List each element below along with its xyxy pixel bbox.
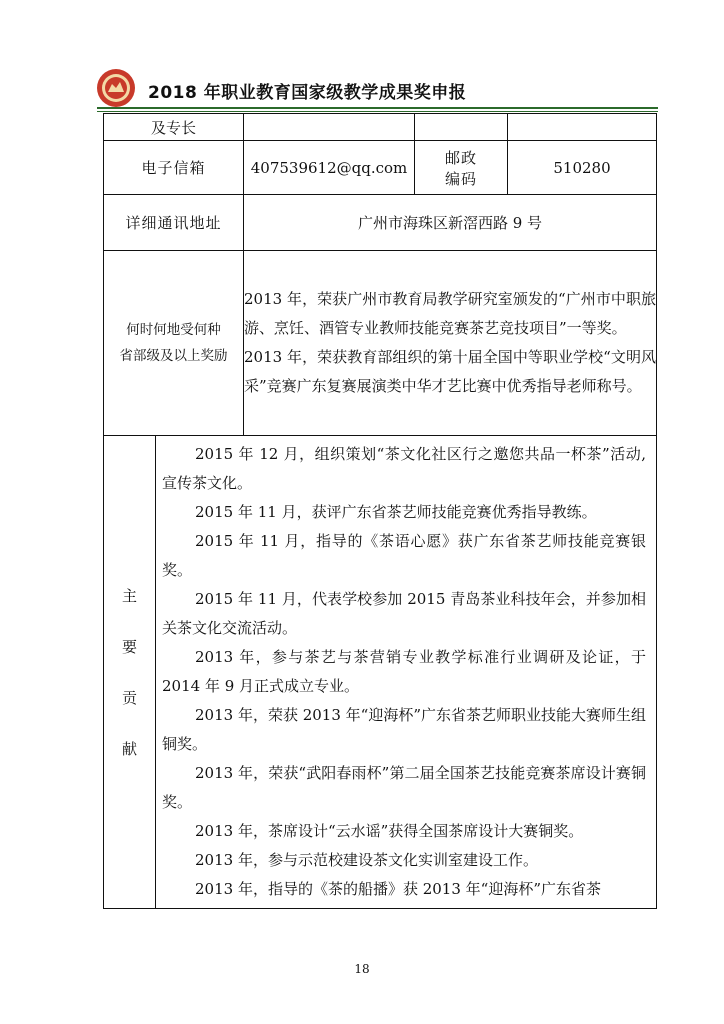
school-logo-icon xyxy=(96,68,136,108)
award-item: 2013 年，荣获教育部组织的第十届全国中等职业学校“文明风采”竞赛广东复赛展演类中华才艺比赛中优秀指导老师称号。 xyxy=(244,348,657,395)
contribution-item: 2013 年，茶席设计“云水谣”获得全国茶席设计大赛铜奖。 xyxy=(195,822,584,840)
application-form-table xyxy=(103,113,657,909)
postal-label-line-1: 邮政 xyxy=(445,148,478,167)
page-header xyxy=(96,64,656,112)
specialty-row xyxy=(104,114,657,141)
contribution-item: 2015 年 11 月，获评广东省茶艺师技能竞赛优秀指导教练。 xyxy=(195,503,597,521)
header-title: 2018 年职业教育国家级教学成果奖申报 xyxy=(148,83,467,103)
contributions-label-char: 主 xyxy=(121,587,137,605)
contribution-item: 2013 年，指导的《茶的船播》获 2013 年“迎海杯”广东省茶 xyxy=(195,880,601,898)
contribution-item: 2015 年 12 月，组织策划“茶文化社区行之邀您共品一杯茶”活动,宣传茶文化。 xyxy=(162,445,647,492)
contributions-content xyxy=(156,436,657,909)
contributions-label xyxy=(104,436,156,909)
contributions-row xyxy=(104,436,657,909)
specialty-extra-cell xyxy=(415,114,508,141)
awards-content xyxy=(244,251,657,436)
specialty-extra-value-cell xyxy=(508,114,657,141)
award-item: 2013 年，荣获广州市教育局教学研究室颁发的“广州市中职旅游、烹饪、酒管专业教师技能竞赛茶艺竞技项目”一等奖。 xyxy=(244,290,657,337)
header-divider-thin xyxy=(97,111,658,112)
contributions-label-char: 贡 xyxy=(121,689,137,707)
postal-label-line-2: 编码 xyxy=(445,169,478,188)
awards-label xyxy=(104,251,244,436)
awards-label-line-2: 省部级及以上奖励 xyxy=(119,348,228,364)
contribution-item: 2013 年，参与茶艺与茶营销专业教学标准行业调研及论证，于 2014 年 9 月正式成立专业。 xyxy=(162,648,647,695)
contribution-item: 2013 年，荣获“武阳春雨杯”第二届全国茶艺技能竞赛茶席设计赛铜奖。 xyxy=(162,764,647,811)
contribution-item: 2013 年，荣获 2013 年“迎海杯”广东省茶艺师职业技能大赛师生组铜奖。 xyxy=(162,706,647,753)
email-label: 电子信箱 xyxy=(104,141,244,195)
contribution-item: 2015 年 11 月，指导的《茶语心愿》获广东省茶艺师技能竞赛银奖。 xyxy=(162,532,647,579)
awards-row xyxy=(104,251,657,436)
specialty-value-cell xyxy=(244,114,415,141)
contributions-label-char: 要 xyxy=(121,638,137,656)
email-value: 407539612@qq.com xyxy=(244,141,415,195)
address-row xyxy=(104,195,657,251)
address-value: 广州市海珠区新滘西路 9 号 xyxy=(244,195,657,251)
page-number: 18 xyxy=(354,962,370,976)
contribution-item: 2015 年 11 月，代表学校参加 2015 青岛茶业科技年会，并参加相关茶文化交流活动。 xyxy=(162,590,647,637)
awards-label-line-1: 何时何地受何种 xyxy=(126,322,221,338)
contribution-item: 2013 年，参与示范校建设茶文化实训室建设工作。 xyxy=(195,851,538,869)
header-divider xyxy=(97,107,658,109)
email-row xyxy=(104,141,657,195)
address-label: 详细通讯地址 xyxy=(104,195,244,251)
specialty-label: 及专长 xyxy=(104,114,244,141)
postal-code-value: 510280 xyxy=(508,141,657,195)
postal-code-label xyxy=(415,141,508,195)
contributions-label-char: 献 xyxy=(121,740,137,758)
